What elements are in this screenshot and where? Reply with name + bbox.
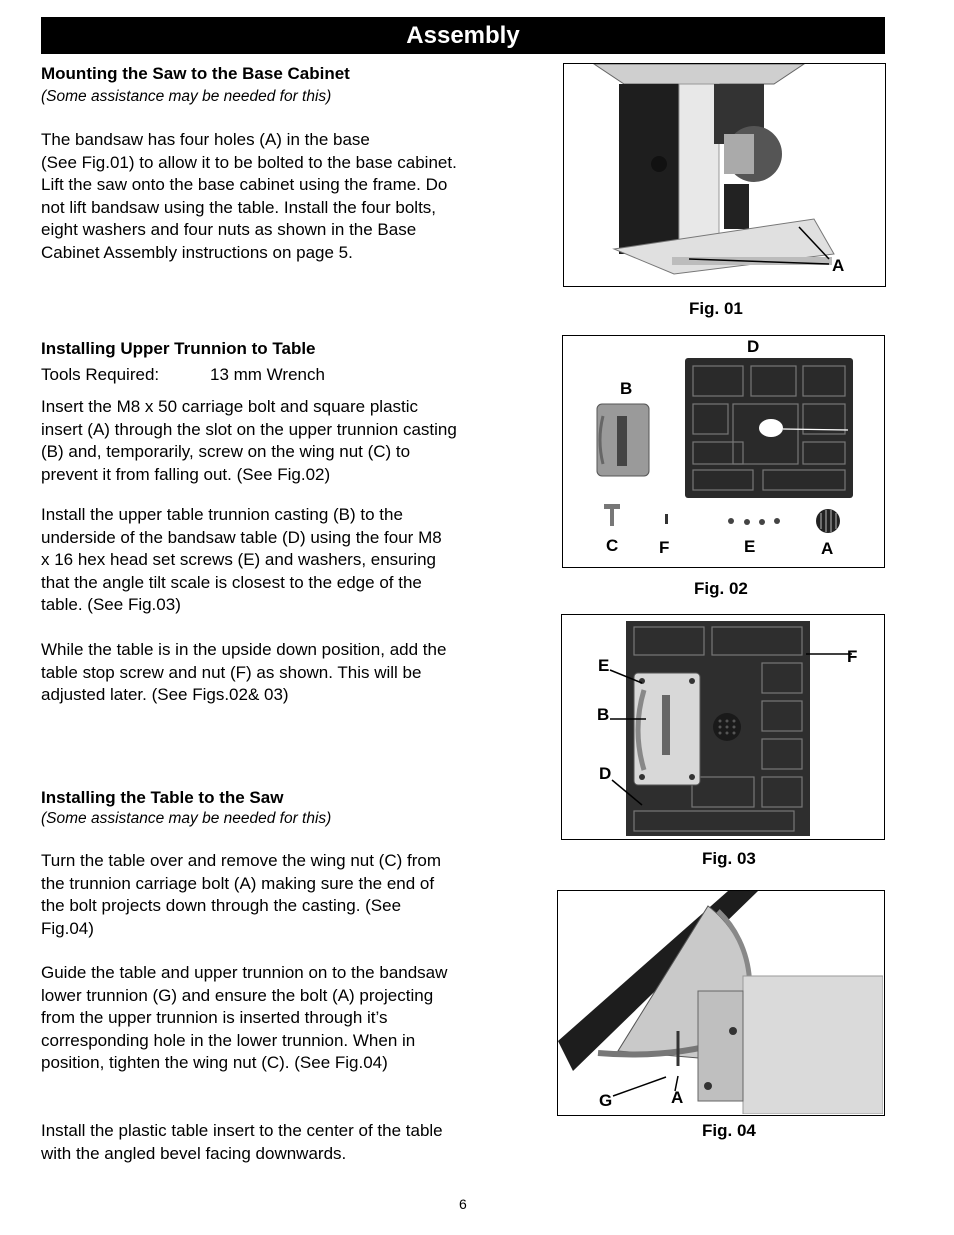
section-heading-table: Installing the Table to the Saw (41, 788, 284, 807)
fig02-label-c: C (606, 536, 619, 555)
fig01-photo (563, 63, 886, 287)
trunnion-paragraph-2: Install the upper table trunnion casting (B) to the underside of the bandsaw table (D) using the four M8 x 16 hex head set screws (E) and washers, ensuring that the angle tilt scale is closest to the edge of the table. (See Fig.03) (41, 505, 442, 614)
fig03-label-d: D (599, 764, 612, 783)
trunnion-paragraph-3: While the table is in the upside down position, add the table stop screw and nut (F) as shown. This will be adjusted later. (See Figs.02& 03) (41, 640, 447, 704)
table-install-illustration (558, 891, 883, 1114)
table-underside-illustration (562, 615, 883, 838)
fig01-label-a: A (832, 256, 845, 275)
page-title: Assembly (41, 17, 885, 54)
section-heading-mounting: Mounting the Saw to the Base Cabinet (41, 64, 350, 83)
fig04-photo (557, 890, 885, 1116)
fig02-label-b: B (620, 379, 633, 398)
fig02-caption: Fig. 02 (694, 579, 748, 598)
fig03-caption: Fig. 03 (702, 849, 756, 868)
fig02-label-f: F (659, 538, 670, 557)
table-note: (Some assistance may be needed for this) (41, 810, 332, 827)
trunnion-parts-illustration (563, 336, 883, 566)
fig03-photo (561, 614, 885, 840)
trunnion-paragraph-1: Insert the M8 x 50 carriage bolt and square plastic insert (A) through the slot on the upper trunnion casting (B) and, temporarily, screw on the wing nut (C) to prevent it from falling out. (See Fig.02) (41, 397, 457, 484)
tools-required-row (41, 364, 471, 387)
fig04-label-g: G (599, 1091, 613, 1110)
fig02-label-a: A (821, 539, 834, 558)
fig01-caption: Fig. 01 (689, 299, 743, 318)
table-paragraph-3: Install the plastic table insert to the center of the table with the angled bevel facing downwards. (41, 1121, 443, 1163)
table-paragraph-2: Guide the table and upper trunnion on to the bandsaw lower trunnion (G) and ensure the bolt (A) projecting from the upper trunnion is inserted through it’s corresponding hole in the lower trunnion. When in position, tighten the wing nut (C). (See Fig.04) (41, 963, 448, 1072)
tools-label: Tools Required: (41, 365, 160, 384)
mounting-paragraph-line1: The bandsaw has four holes (A) in the base (41, 130, 370, 149)
mounting-paragraph-rest: (See Fig.01) to allow it to be bolted to the base cabinet. Lift the saw onto the base cabinet using the frame. Do not lift bandsaw using the table. Install the four bolts, eight washers and four nuts as shown in the Base Cabinet Assembly instructions on page 5. (41, 152, 457, 262)
bandsaw-base-illustration (564, 64, 884, 285)
mounting-paragraph (41, 129, 471, 264)
mounting-note: (Some assistance may be needed for this) (41, 88, 332, 105)
fig03-label-f: F (847, 647, 858, 666)
fig04-caption: Fig. 04 (702, 1121, 756, 1140)
fig02-label-d: D (747, 337, 760, 356)
fig03-label-e: E (598, 656, 610, 675)
fig03-label-b: B (597, 705, 610, 724)
fig02-photo (562, 335, 885, 568)
fig02-label-e: E (744, 537, 756, 556)
fig04-label-a: A (671, 1088, 684, 1107)
table-paragraph-1: Turn the table over and remove the wing nut (C) from the trunnion carriage bolt (A) making sure the end of the bolt projects down through the casting. (See Fig.04) (41, 851, 441, 938)
section-heading-trunnion: Installing Upper Trunnion to Table (41, 339, 316, 358)
tools-value: 13 mm Wrench (210, 365, 325, 384)
page-number: 6 (459, 1196, 467, 1212)
